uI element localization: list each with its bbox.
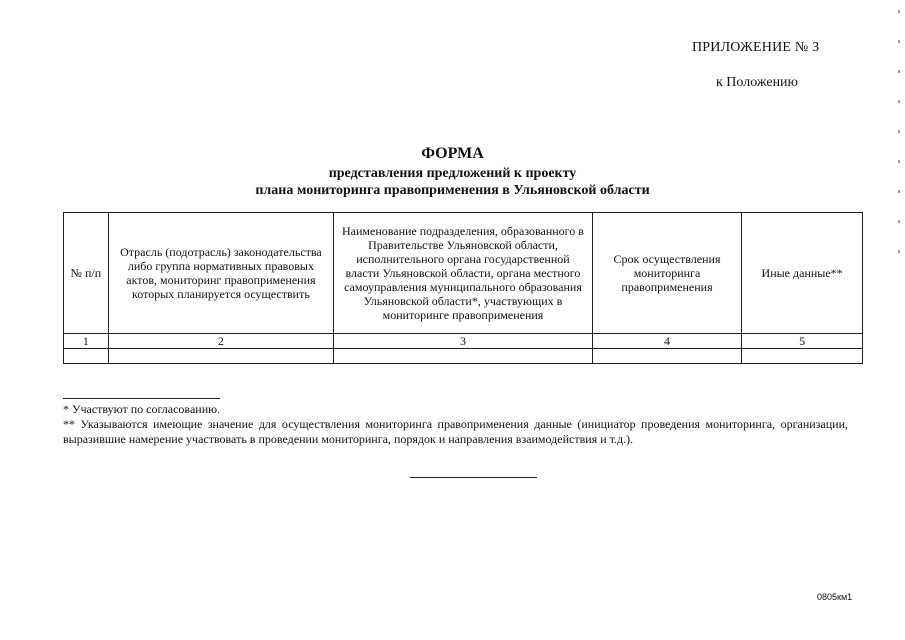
- table-cell: [592, 349, 741, 364]
- document-code: 0805км1: [817, 592, 853, 602]
- column-header-participants: Наименование подразделения, образованного в Правительстве Ульяновской области, исполнительного органа государственной власти Ульяновской области, органа местного самоуправления муниципального образования Ульяновской области*, участвующих в мониторинге правоприменения: [334, 213, 593, 334]
- column-header-number: № п/п: [64, 213, 109, 334]
- column-header-legislation: Отрасль (подотрасль) законодательства либо группа нормативных правовых актов, мониторинг правоприменения которых планируется осуществить: [108, 213, 333, 334]
- appendix-number: ПРИЛОЖЕНИЕ № 3: [692, 40, 820, 55]
- column-header-term: Срок осуществления мониторинга правоприменения: [592, 213, 741, 334]
- table-cell: [64, 349, 109, 364]
- form-subtitle-line2: плана мониторинга правоприменения в Ульяновской области: [255, 183, 650, 198]
- form-title: ФОРМА: [421, 145, 484, 162]
- proposal-form-table: [63, 212, 863, 364]
- column-number: 4: [592, 334, 741, 349]
- table-header-row: [64, 213, 863, 334]
- footnote-1: * Участвуют по согласованию.: [63, 402, 221, 416]
- column-header-other-data: Иные данные**: [742, 213, 863, 334]
- end-divider: [410, 477, 537, 478]
- footnote-2: ** Указываются имеющие значение для осуществления мониторинга правоприменения данные (инициатор проведения мониторинга, организации, выразившие намерение участвовать в проведении мониторинга, порядок и направления взаимодействия и т.д.).: [63, 417, 848, 446]
- column-number-row: [64, 334, 863, 349]
- column-number: 3: [334, 334, 593, 349]
- table-cell: [742, 349, 863, 364]
- column-number: 2: [108, 334, 333, 349]
- column-number: 1: [64, 334, 109, 349]
- footnote-divider: [63, 398, 220, 399]
- table-cell: [108, 349, 333, 364]
- scan-edge-marks: [898, 0, 901, 640]
- form-subtitle-line1: представления предложений к проекту: [328, 166, 577, 181]
- table-cell: [334, 349, 593, 364]
- column-number: 5: [742, 334, 863, 349]
- table-row: [64, 349, 863, 364]
- appendix-reference: к Положению: [716, 75, 799, 90]
